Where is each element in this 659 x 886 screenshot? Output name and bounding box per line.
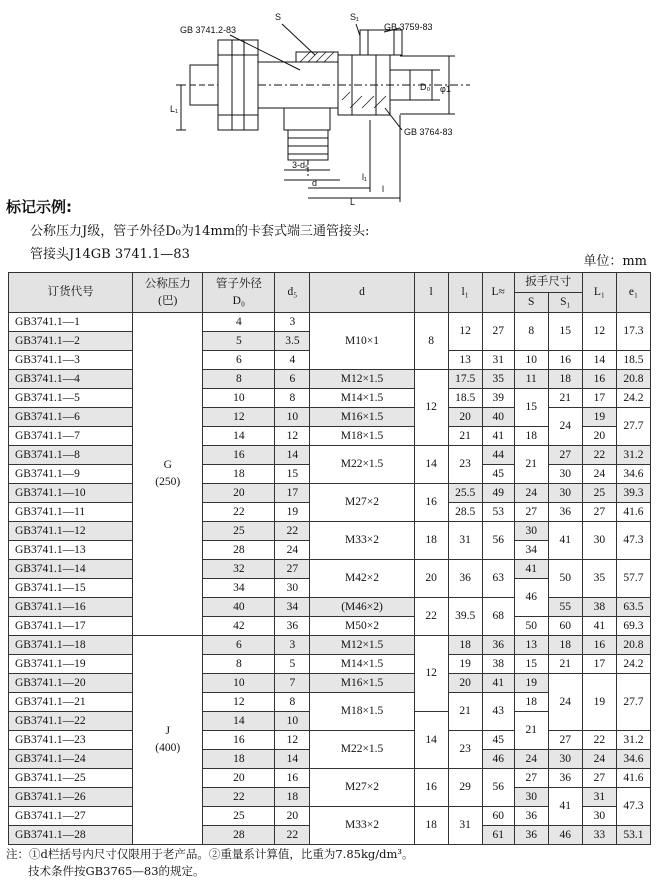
table-cell-code: GB3741.1—22 <box>9 712 133 731</box>
table-cell-e1: 17.3 <box>616 313 650 351</box>
table-cell-L1: 16 <box>582 636 616 655</box>
table-cell-l1: 39.5 <box>448 598 482 636</box>
table-cell-l: 18 <box>414 807 448 845</box>
table-cell-S1: 18 <box>548 636 582 655</box>
table-cell-code: GB3741.1—17 <box>9 617 133 636</box>
table-cell-d5: 19 <box>275 503 310 522</box>
table-cell-L: 61 <box>482 826 514 845</box>
table-cell-l1: 25.5 <box>448 484 482 503</box>
table-cell-code: GB3741.1—15 <box>9 579 133 598</box>
label-d5: 3-d₅ <box>292 160 309 170</box>
table-cell-od: 18 <box>203 750 275 769</box>
table-cell-L: 41 <box>482 674 514 693</box>
pressure-g-cell: G (250) <box>133 313 203 636</box>
table-cell-L: 31 <box>482 351 514 370</box>
label-gb3764: GB 3764-83 <box>404 127 453 137</box>
table-cell-L1: 24 <box>582 750 616 769</box>
table-cell-L1: 38 <box>582 598 616 617</box>
table-cell-code: GB3741.1—11 <box>9 503 133 522</box>
table-cell-L: 68 <box>482 598 514 636</box>
table-cell-L: 53 <box>482 503 514 522</box>
table-cell-L1: 31 <box>582 788 616 807</box>
table-cell-d: M22×1.5 <box>310 446 414 484</box>
table-cell-d: M42×2 <box>310 560 414 598</box>
table-cell-od: 40 <box>203 598 275 617</box>
table-cell-S: 30 <box>514 522 548 541</box>
table-cell-d: M22×1.5 <box>310 731 414 769</box>
label-big-l: L <box>350 197 356 207</box>
table-cell-L: 36 <box>482 636 514 655</box>
table-cell-e1: 27.7 <box>616 674 650 731</box>
table-cell-d: M18×1.5 <box>310 693 414 731</box>
table-cell-code: GB3741.1—1 <box>9 313 133 332</box>
table-cell-l1: 20 <box>448 674 482 693</box>
table-cell-L1: 24 <box>582 465 616 484</box>
table-cell-d5: 6 <box>275 370 310 389</box>
table-cell-code: GB3741.1—23 <box>9 731 133 750</box>
table-cell-od: 14 <box>203 712 275 731</box>
table-cell-L: 60 <box>482 807 514 826</box>
table-cell-S1: 27 <box>548 731 582 750</box>
table-cell-d5: 20 <box>275 807 310 826</box>
table-cell-d: M14×1.5 <box>310 655 414 674</box>
table-cell-od: 12 <box>203 408 275 427</box>
table-cell-d5: 27 <box>275 560 310 579</box>
table-cell-S: 10 <box>514 351 548 370</box>
table-cell-S: 13 <box>514 636 548 655</box>
table-cell-code: GB3741.1—9 <box>9 465 133 484</box>
table-cell-L1: 22 <box>582 446 616 465</box>
table-cell-d5: 16 <box>275 769 310 788</box>
table-cell-L1: 25 <box>582 484 616 503</box>
table-cell-d5: 30 <box>275 579 310 598</box>
table-cell-S: 19 <box>514 674 548 693</box>
table-cell-l1: 21 <box>448 427 482 446</box>
table-cell-d5: 4 <box>275 351 310 370</box>
table-cell-L1: 20 <box>582 427 616 446</box>
table-cell-S1: 30 <box>548 750 582 769</box>
table-cell-L1: 30 <box>582 522 616 560</box>
table-cell-L: 40 <box>482 408 514 427</box>
table-cell-od: 25 <box>203 522 275 541</box>
table-cell-L1: 27 <box>582 769 616 788</box>
table-cell-l: 12 <box>414 636 448 712</box>
label-l: l <box>382 184 384 194</box>
table-cell-od: 28 <box>203 541 275 560</box>
label-s1: S₁ <box>350 12 360 22</box>
table-cell-l: 16 <box>414 484 448 522</box>
table-cell-e1: 31.2 <box>616 446 650 465</box>
table-cell-L1: 35 <box>582 560 616 598</box>
table-cell-l1: 31 <box>448 807 482 845</box>
table-cell-L1: 27 <box>582 503 616 522</box>
table-cell-L: 45 <box>482 731 514 750</box>
table-cell-code: GB3741.1—19 <box>9 655 133 674</box>
table-cell-S: 21 <box>514 712 548 750</box>
table-cell-d5: 34 <box>275 598 310 617</box>
table-cell-code: GB3741.1—7 <box>9 427 133 446</box>
table-cell-S1: 60 <box>548 617 582 636</box>
table-cell-l1: 36 <box>448 560 482 598</box>
header-wrench: 扳手尺寸 <box>514 273 582 293</box>
table-cell-e1: 63.5 <box>616 598 650 617</box>
table-cell-d5: 3 <box>275 636 310 655</box>
table-cell-L1: 19 <box>582 408 616 427</box>
table-cell-d5: 8 <box>275 693 310 712</box>
table-cell-l1: 31 <box>448 522 482 560</box>
table-cell-S: 46 <box>514 579 548 617</box>
table-cell-S1: 16 <box>548 351 582 370</box>
table-cell-L1: 22 <box>582 731 616 750</box>
table-cell-od: 5 <box>203 332 275 351</box>
table-cell-code: GB3741.1—26 <box>9 788 133 807</box>
header-L: L≈ <box>482 273 514 313</box>
header-l1: l₁ <box>448 273 482 313</box>
table-cell-code: GB3741.1—2 <box>9 332 133 351</box>
table-cell-code: GB3741.1—28 <box>9 826 133 845</box>
table-cell-S: 30 <box>514 788 548 807</box>
header-l: l <box>414 273 448 313</box>
table-cell-e1: 34.6 <box>616 750 650 769</box>
table-cell-od: 10 <box>203 389 275 408</box>
table-cell-od: 10 <box>203 674 275 693</box>
note-line-1: 注：①d栏括号内尺寸仅限用于老产品。②重量系计算值，比重为7.85kg/dm³。 <box>6 847 414 861</box>
table-cell-e1: 34.6 <box>616 465 650 484</box>
table-cell-code: GB3741.1—6 <box>9 408 133 427</box>
table-cell-L1: 17 <box>582 655 616 674</box>
table-cell-od: 22 <box>203 503 275 522</box>
table-cell-d: (M46×2) <box>310 598 414 617</box>
table-cell-e1: 41.6 <box>616 503 650 522</box>
table-cell-d: M12×1.5 <box>310 370 414 389</box>
table-cell-d5: 10 <box>275 408 310 427</box>
label-d: d <box>312 178 318 188</box>
table-cell-code: GB3741.1—4 <box>9 370 133 389</box>
table-cell-e1: 57.7 <box>616 560 650 598</box>
label-gb3741: GB 3741.2-83 <box>180 25 237 35</box>
table-cell-l1: 18.5 <box>448 389 482 408</box>
table-cell-L1: 41 <box>582 617 616 636</box>
table-cell-od: 32 <box>203 560 275 579</box>
table-cell-S: 27 <box>514 503 548 522</box>
header-pressure: 公称压力 (巴) <box>133 273 203 313</box>
label-d0: D₀ <box>420 82 431 92</box>
table-cell-l: 18 <box>414 522 448 560</box>
table-cell-L: 56 <box>482 522 514 560</box>
table-cell-d: M18×1.5 <box>310 427 414 446</box>
table-cell-S: 50 <box>514 617 548 636</box>
table-cell-od: 18 <box>203 465 275 484</box>
table-cell-l1: 13 <box>448 351 482 370</box>
table-cell-d5: 7 <box>275 674 310 693</box>
table-cell-l1: 17.5 <box>448 370 482 389</box>
table-cell-od: 12 <box>203 693 275 712</box>
table-cell-l1: 23 <box>448 446 482 484</box>
table-cell-code: GB3741.1—27 <box>9 807 133 826</box>
header-code: 订货代号 <box>9 273 133 313</box>
table-cell-d5: 17 <box>275 484 310 503</box>
table-cell-d5: 14 <box>275 750 310 769</box>
table-cell-l1: 29 <box>448 769 482 807</box>
table-cell-S1: 36 <box>548 503 582 522</box>
spec-table <box>8 272 651 845</box>
table-cell-d5: 14 <box>275 446 310 465</box>
table-cell-code: GB3741.1—14 <box>9 560 133 579</box>
table-cell-l1: 18 <box>448 636 482 655</box>
table-cell-L1: 30 <box>582 807 616 826</box>
table-cell-L: 63 <box>482 560 514 598</box>
table-cell-d: M50×2 <box>310 617 414 636</box>
table-cell-S1: 24 <box>548 408 582 446</box>
table-cell-L1: 16 <box>582 370 616 389</box>
table-cell-d5: 3.5 <box>275 332 310 351</box>
table-cell-S1: 27 <box>548 446 582 465</box>
note-line-2: 技术条件按GB3765—83的规定。 <box>28 864 205 878</box>
table-cell-l: 22 <box>414 598 448 636</box>
header-S1: S₁ <box>548 293 582 313</box>
label-l1-small: l₁ <box>362 172 368 182</box>
table-cell-e1: 47.3 <box>616 522 650 560</box>
table-cell-code: GB3741.1—18 <box>9 636 133 655</box>
table-cell-d5: 15 <box>275 465 310 484</box>
table-cell-l1: 21 <box>448 693 482 731</box>
table-cell-l: 8 <box>414 313 448 370</box>
table-cell-d: M16×1.5 <box>310 408 414 427</box>
table-cell-od: 6 <box>203 351 275 370</box>
table-cell-d: M27×2 <box>310 769 414 807</box>
table-cell-l1: 20 <box>448 408 482 427</box>
left-nut <box>218 40 258 130</box>
table-cell-L: 45 <box>482 465 514 484</box>
table-cell-S: 11 <box>514 370 548 389</box>
table-cell-L: 27 <box>482 313 514 351</box>
table-cell-od: 8 <box>203 655 275 674</box>
table-cell-S: 41 <box>514 560 548 579</box>
table-cell-S1: 15 <box>548 313 582 351</box>
table-cell-S: 8 <box>514 313 548 351</box>
table-cell-L1: 17 <box>582 389 616 408</box>
pressure-j-cell: J (400) <box>133 636 203 845</box>
table-cell-d: M12×1.5 <box>310 636 414 655</box>
table-cell-L: 44 <box>482 446 514 465</box>
table-cell-od: 22 <box>203 788 275 807</box>
table-cell-l: 20 <box>414 560 448 598</box>
table-cell-L: 43 <box>482 693 514 731</box>
table-cell-od: 20 <box>203 769 275 788</box>
table-cell-od: 14 <box>203 427 275 446</box>
table-cell-e1: 20.8 <box>616 370 650 389</box>
header-S: S <box>514 293 548 313</box>
notes <box>6 846 414 880</box>
table-cell-S1: 30 <box>548 484 582 503</box>
table-cell-od: 4 <box>203 313 275 332</box>
table-cell-d5: 12 <box>275 731 310 750</box>
header-e1: e₁ <box>616 273 650 313</box>
table-cell-S1: 24 <box>548 674 582 731</box>
table-cell-l: 16 <box>414 769 448 807</box>
table-cell-S1: 50 <box>548 560 582 598</box>
table-cell-L: 49 <box>482 484 514 503</box>
unit-label: 单位：mm <box>583 254 647 269</box>
table-cell-od: 16 <box>203 446 275 465</box>
table-cell-code: GB3741.1—8 <box>9 446 133 465</box>
table-cell-l1: 12 <box>448 313 482 351</box>
table-cell-S1: 30 <box>548 465 582 484</box>
table-cell-L1: 14 <box>582 351 616 370</box>
table-cell-code: GB3741.1—13 <box>9 541 133 560</box>
table-cell-S: 24 <box>514 750 548 769</box>
table-cell-S1: 21 <box>548 655 582 674</box>
fitting-drawing <box>0 0 659 215</box>
table-cell-S: 34 <box>514 541 548 560</box>
header-od: 管子外径 D₀ <box>203 273 275 313</box>
table-cell-S1: 55 <box>548 598 582 617</box>
table-cell-code: GB3741.1—21 <box>9 693 133 712</box>
table-cell-L: 41 <box>482 427 514 446</box>
table-cell-d5: 18 <box>275 788 310 807</box>
table-cell-S: 15 <box>514 389 548 427</box>
table-cell-l1: 19 <box>448 655 482 674</box>
table-cell-S1: 18 <box>548 370 582 389</box>
table-cell-od: 28 <box>203 826 275 845</box>
table-cell-l: 14 <box>414 712 448 769</box>
table-cell-L: 56 <box>482 769 514 807</box>
table-cell-l: 12 <box>414 370 448 446</box>
example-description: 公称压力J级，管子外径D₀为14mm的卡套式端三通管接头: <box>30 224 370 239</box>
table-cell-od: 42 <box>203 617 275 636</box>
table-cell-e1: 20.8 <box>616 636 650 655</box>
table-cell-e1: 53.1 <box>616 826 650 845</box>
table-cell-e1: 18.5 <box>616 351 650 370</box>
table-cell-L: 46 <box>482 750 514 769</box>
table-cell-e1: 39.3 <box>616 484 650 503</box>
table-cell-e1: 41.6 <box>616 769 650 788</box>
table-cell-od: 20 <box>203 484 275 503</box>
label-l1: L₁ <box>170 104 179 114</box>
table-cell-L: 39 <box>482 389 514 408</box>
table-cell-S1: 46 <box>548 826 582 845</box>
table-cell-d: M33×2 <box>310 522 414 560</box>
label-s: S <box>275 12 282 22</box>
table-cell-e1: 24.2 <box>616 389 650 408</box>
table-cell-code: GB3741.1—16 <box>9 598 133 617</box>
table-cell-S: 18 <box>514 693 548 712</box>
table-cell-od: 34 <box>203 579 275 598</box>
table-cell-S1: 36 <box>548 769 582 788</box>
label-phi1: φ1 <box>440 84 451 94</box>
table-cell-e1: 24.2 <box>616 655 650 674</box>
table-cell-d5: 8 <box>275 389 310 408</box>
example-designation: 管接头J14GB 3741.1—83 <box>30 247 190 262</box>
table-cell-S: 15 <box>514 655 548 674</box>
table-cell-d5: 24 <box>275 541 310 560</box>
bottom-branch <box>288 130 328 160</box>
table-cell-S: 27 <box>514 769 548 788</box>
table-cell-S: 18 <box>514 427 548 446</box>
table-cell-d5: 3 <box>275 313 310 332</box>
table-cell-S: 36 <box>514 807 548 826</box>
table-cell-e1: 47.3 <box>616 788 650 826</box>
table-cell-code: GB3741.1—5 <box>9 389 133 408</box>
table-cell-L: 38 <box>482 655 514 674</box>
table-cell-code: GB3741.1—20 <box>9 674 133 693</box>
table-cell-od: 6 <box>203 636 275 655</box>
table-cell-S1: 21 <box>548 389 582 408</box>
example-title: 标记示例: <box>6 198 72 216</box>
table-cell-code: GB3741.1—10 <box>9 484 133 503</box>
table-cell-code: GB3741.1—24 <box>9 750 133 769</box>
table-cell-L: 35 <box>482 370 514 389</box>
table-cell-od: 25 <box>203 807 275 826</box>
table-cell-S1: 41 <box>548 522 582 560</box>
table-cell-d5: 36 <box>275 617 310 636</box>
header-d: d <box>310 273 414 313</box>
table-cell-code: GB3741.1—25 <box>9 769 133 788</box>
table-cell-L1: 33 <box>582 826 616 845</box>
table-cell-S: 21 <box>514 446 548 484</box>
table-cell-l: 14 <box>414 446 448 484</box>
table-cell-e1: 31.2 <box>616 731 650 750</box>
table-cell-S: 24 <box>514 484 548 503</box>
table-cell-d: M33×2 <box>310 807 414 845</box>
table-cell-d5: 12 <box>275 427 310 446</box>
table-cell-d: M16×1.5 <box>310 674 414 693</box>
table-cell-L1: 12 <box>582 313 616 351</box>
table-cell-d: M14×1.5 <box>310 389 414 408</box>
table-cell-d5: 22 <box>275 522 310 541</box>
table-cell-d5: 5 <box>275 655 310 674</box>
header-L1: L₁ <box>582 273 616 313</box>
table-cell-e1: 27.7 <box>616 408 650 446</box>
table-cell-l1: 23 <box>448 731 482 769</box>
table-cell-d: M27×2 <box>310 484 414 522</box>
table-cell-d: M10×1 <box>310 313 414 370</box>
table-cell-code: GB3741.1—3 <box>9 351 133 370</box>
table-cell-od: 8 <box>203 370 275 389</box>
table-cell-e1: 69.3 <box>616 617 650 636</box>
label-gb3759: GB 3759-83 <box>384 22 433 32</box>
table-cell-code: GB3741.1—12 <box>9 522 133 541</box>
table-cell-d5: 22 <box>275 826 310 845</box>
header-d5: d₅ <box>275 273 310 313</box>
table-cell-d5: 10 <box>275 712 310 731</box>
table-cell-S1: 41 <box>548 788 582 826</box>
table-cell-S: 36 <box>514 826 548 845</box>
table-cell-L1: 19 <box>582 674 616 731</box>
table-cell-od: 16 <box>203 731 275 750</box>
table-cell-l1: 28.5 <box>448 503 482 522</box>
